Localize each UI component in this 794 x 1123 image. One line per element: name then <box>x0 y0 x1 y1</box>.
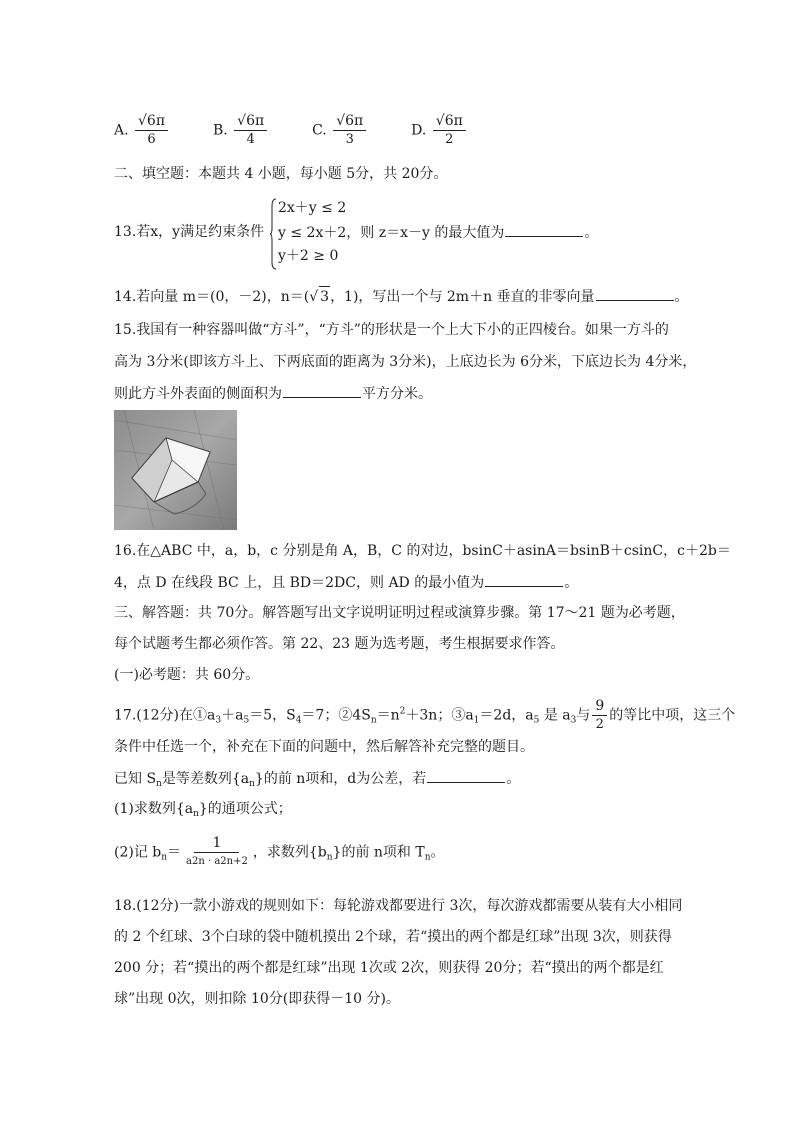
fangdou-photo <box>114 410 237 530</box>
question-17-line-2: 条件中任选一个，补充在下面的问题中，然后解答补充完整的题目。 <box>114 739 534 755</box>
question-16-line-2: 4，点 D 在线段 BC 上，且 BD＝2DC，则 AD 的最小值为 。 <box>114 572 578 593</box>
question-15-line-1: 15.我国有一种容器叫做“方斗”，“方斗”的形状是一个上大下小的正四棱台。如果一方斗的 <box>114 322 669 338</box>
q14-answer-blank[interactable] <box>596 286 674 301</box>
choice-c-fraction: $\frac{√6\pi}{3}$ <box>333 112 366 149</box>
question-17-part-1: (1)求数列$\{a_n\}$的通项公式； <box>114 801 292 819</box>
choice-a-fraction: $\frac{√6\pi}{6}$ <box>135 112 168 149</box>
q13-constraint-2: y ≤ 2x＋2 <box>278 225 347 241</box>
choice-c-label: C. <box>312 122 327 139</box>
q17-condition-blank[interactable] <box>427 768 505 783</box>
question-16-line-1: 16.在△ABC 中，a，b，c 分别是角 A，B，C 的对边，bsinC＋asinA＝bsinB＋csinC，c＋2b＝ <box>114 543 731 559</box>
section-heading-fill-in: 二、填空题：本题共 4 小题，每小题 5分，共 20分。 <box>114 166 448 182</box>
question-18-line-3: 200 分；若“摸出的两个都是红球”出现 1次或 2次，则获得 20分；若“摸出的两个都是红 <box>114 960 664 976</box>
q17-fraction: $\frac{9}{2}$ <box>592 697 607 734</box>
question-17-part-2: (2)记 $b_n=$ $\frac{1}{a2n \cdot a2n+2}$ ，求数列$\{b_n\}$的前 n项和 $T_n$。 <box>114 834 445 871</box>
question-13 <box>114 222 264 242</box>
question-17-line-1: 17.(12分)在$①a_3+a_5=5$，$S_4=7$；$②4S_n=n^2+3n$；$③a_1=2d$，$a_5$ 是 $a_3$与 $\frac{9}{2}$ 的等比中项，这三个 <box>114 698 736 732</box>
q15-answer-blank[interactable] <box>283 383 361 398</box>
q13-constraint-1: 2x＋y ≤ 2 <box>278 200 347 216</box>
question-15-line-3: 则此方斗外表面的侧面积为 平方分米。 <box>114 383 432 404</box>
question-15-line-2: 高为 3分米(即该方斗上、下两底面的距离为 3分米)，上底边长为 6分米，下底边长为 4分米， <box>114 354 697 370</box>
constraint-brace <box>270 198 276 270</box>
q13-suffix: ，则 z＝x－y 的最大值为 <box>346 225 505 241</box>
q13-constraint-2-line: y ≤ 2x＋2，则 z＝x－y 的最大值为 。 <box>278 222 598 243</box>
section-instructions: 每个试题考生都必须作答。第 22、23 题为选考题，考生根据要求作答。 <box>114 636 565 652</box>
choice-d-fraction: $\frac{√6\pi}{2}$ <box>433 112 466 149</box>
question-18-line-1: 18.(12分)一款小游戏的规则如下：每轮游戏都要进行 3次，每次游戏都需要从装有大小相同 <box>114 898 683 914</box>
q17-bn-fraction: $\frac{1}{a2n \cdot a2n+2}$ <box>186 835 248 867</box>
question-14: 14.若向量 m＝(0，－2)，n＝(√ 3，1)，写出一个与 2m＋n 垂直的非零向量 。 <box>114 286 689 307</box>
section-heading-solve: 三、解答题：共 70分。解答题写出文字说明证明过程或演算步骤。第 17～21 题为必考题， <box>114 605 685 621</box>
q16-answer-blank[interactable] <box>485 572 563 587</box>
required-section-heading: (一)必考题：共 60分。 <box>114 667 260 683</box>
question-18-line-2: 的 2 个红球、3个白球的袋中随机摸出 2个球，若“摸出的两个都是红球”出现 3次，则获得 <box>114 929 672 945</box>
sqrt-symbol: √ <box>309 289 319 305</box>
q14-radicand: 3 <box>319 286 330 307</box>
choice-b-fraction: $\frac{√6\pi}{4}$ <box>234 112 267 149</box>
q13-answer-blank[interactable] <box>505 222 583 237</box>
q13-prefix: 13.若x，y满足约束条件 <box>114 224 265 240</box>
question-18-line-4: 球”出现 0次，则扣除 10分(即获得－10 分)。 <box>114 991 400 1007</box>
question-17-known: 已知 $S_n$是等差数列$\{a_n\}$的前 n项和，d为公差，若 。 <box>114 768 520 794</box>
answer-choices <box>114 112 468 149</box>
choice-b-label: B. <box>212 122 228 139</box>
q13-constraint-3: y＋2 ≥ 0 <box>278 248 339 264</box>
choice-d-label: D. <box>411 122 427 139</box>
choice-a-label: A. <box>114 122 129 139</box>
